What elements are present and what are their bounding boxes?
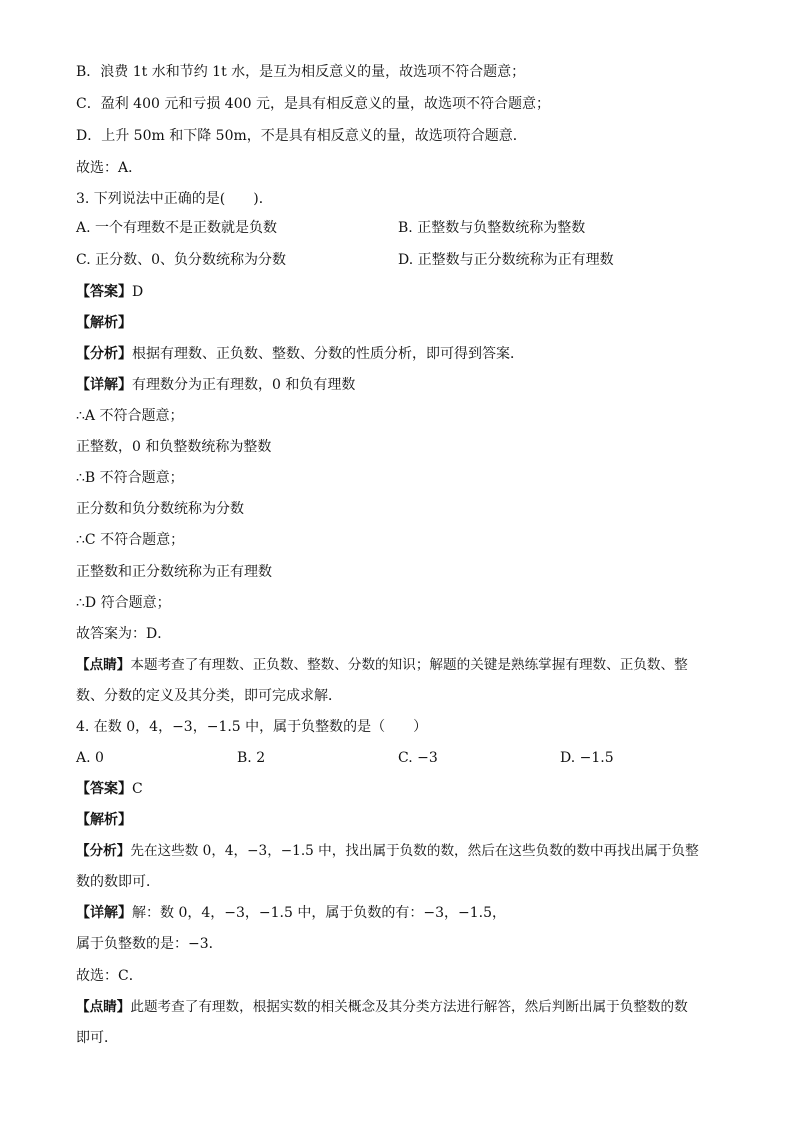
q4-analysis-tag: 【解析】 bbox=[76, 812, 132, 828]
xiangjie-tag: 【详解】 bbox=[76, 905, 132, 921]
q3-step: 正分数和负分数统称为分数 bbox=[76, 501, 244, 517]
q3-step: 故答案为：D． bbox=[76, 626, 172, 642]
q4-option-c: C. −3 bbox=[398, 750, 438, 766]
q3-step: 正整数，0 和负整数统称为整数 bbox=[76, 439, 272, 455]
q4-fenxi-line-1 bbox=[76, 841, 699, 861]
q4-fenxi-line-2: 数的数即可． bbox=[76, 874, 160, 890]
q4-option-a: A. 0 bbox=[76, 750, 104, 766]
q3-stem: 3. 下列说法中正确的是( )． bbox=[76, 191, 273, 207]
q3-dianjing-text-1: 本题考查了有理数、正负数、整数、分数的知识；解题的关键是熟练掌握有理数、正负数、整 bbox=[130, 657, 688, 673]
q3-dianjing-line-1 bbox=[76, 655, 688, 675]
q4-option-b: B. 2 bbox=[237, 750, 266, 766]
q3-answer-value: D bbox=[132, 284, 144, 300]
q3-option-b: B. 正整数与负整数统称为整数 bbox=[398, 220, 586, 236]
q4-answer-line bbox=[76, 779, 143, 799]
q3-step: 正整数和正分数统称为正有理数 bbox=[76, 564, 272, 580]
fenxi-tag: 【分析】 bbox=[76, 346, 132, 362]
q4-dianjing-line-2: 即可． bbox=[76, 1030, 118, 1046]
q4-dianjing-text-1: 此题考查了有理数，根据实数的相关概念及其分类方法进行解答，然后判断出属于负整数的数 bbox=[130, 999, 688, 1015]
q3-step: ∴B 不符合题意； bbox=[76, 470, 184, 486]
prev-option-d-explanation: D．上升 50m 和下降 50m，不是具有相反意义的量，故选项符合题意． bbox=[76, 128, 527, 144]
q4-option-d: D. −1.5 bbox=[560, 750, 614, 766]
answer-tag: 【答案】 bbox=[76, 284, 132, 300]
q4-xiangjie-text-1: 解：数 0，4，−3，−1.5 中，属于负数的有：−3，−1.5， bbox=[132, 905, 506, 921]
q3-option-c: C. 正分数、0、负分数统称为分数 bbox=[76, 252, 287, 268]
q3-fenxi-line bbox=[76, 344, 524, 364]
q3-step: ∴C 不符合题意； bbox=[76, 532, 185, 548]
q3-dianjing-line-2: 数、分数的定义及其分类，即可完成求解． bbox=[76, 688, 342, 704]
prev-option-b-explanation: B．浪费 1t 水和节约 1t 水，是互为相反意义的量，故选项不符合题意； bbox=[76, 64, 526, 80]
q4-xiangjie-line bbox=[76, 903, 506, 923]
prev-choose-line: 故选：A． bbox=[76, 160, 143, 176]
fenxi-tag: 【分析】 bbox=[76, 843, 131, 859]
dianjing-tag: 【点睛】 bbox=[76, 657, 131, 673]
q3-option-d: D. 正整数与正分数统称为正有理数 bbox=[398, 252, 614, 268]
q3-step: ∴D 符合题意； bbox=[76, 595, 171, 611]
q4-dianjing-line-1 bbox=[76, 997, 688, 1017]
answer-tag: 【答案】 bbox=[76, 781, 132, 797]
q4-stem: 4. 在数 0，4，−3，−1.5 中，属于负整数的是（ ） bbox=[76, 719, 428, 735]
q4-answer-value: C bbox=[132, 781, 143, 797]
prev-option-c-explanation: C．盈利 400 元和亏损 400 元，是具有相反意义的量，故选项不符合题意； bbox=[76, 96, 550, 112]
q3-step: ∴A 不符合题意； bbox=[76, 408, 184, 424]
dianjing-tag: 【点睛】 bbox=[76, 999, 131, 1015]
xiangjie-tag: 【详解】 bbox=[76, 377, 132, 393]
q4-fenxi-text-1: 先在这些数 0，4，−3，−1.5 中，找出属于负数的数，然后在这些负数的数中再找出属于负整 bbox=[130, 843, 699, 859]
q3-answer-line bbox=[76, 282, 143, 302]
q3-xiangjie-line bbox=[76, 375, 355, 395]
q3-analysis-tag: 【解析】 bbox=[76, 315, 132, 331]
q3-step: 有理数分为正有理数，0 和负有理数 bbox=[132, 377, 356, 393]
q3-option-a: A. 一个有理数不是正数就是负数 bbox=[76, 220, 278, 236]
q4-xiangjie-line-2: 属于负整数的是：−3． bbox=[76, 936, 223, 952]
q4-choose-line: 故选：C． bbox=[76, 968, 143, 984]
q3-fenxi-text: 根据有理数、正负数、整数、分数的性质分析，即可得到答案． bbox=[132, 346, 524, 362]
